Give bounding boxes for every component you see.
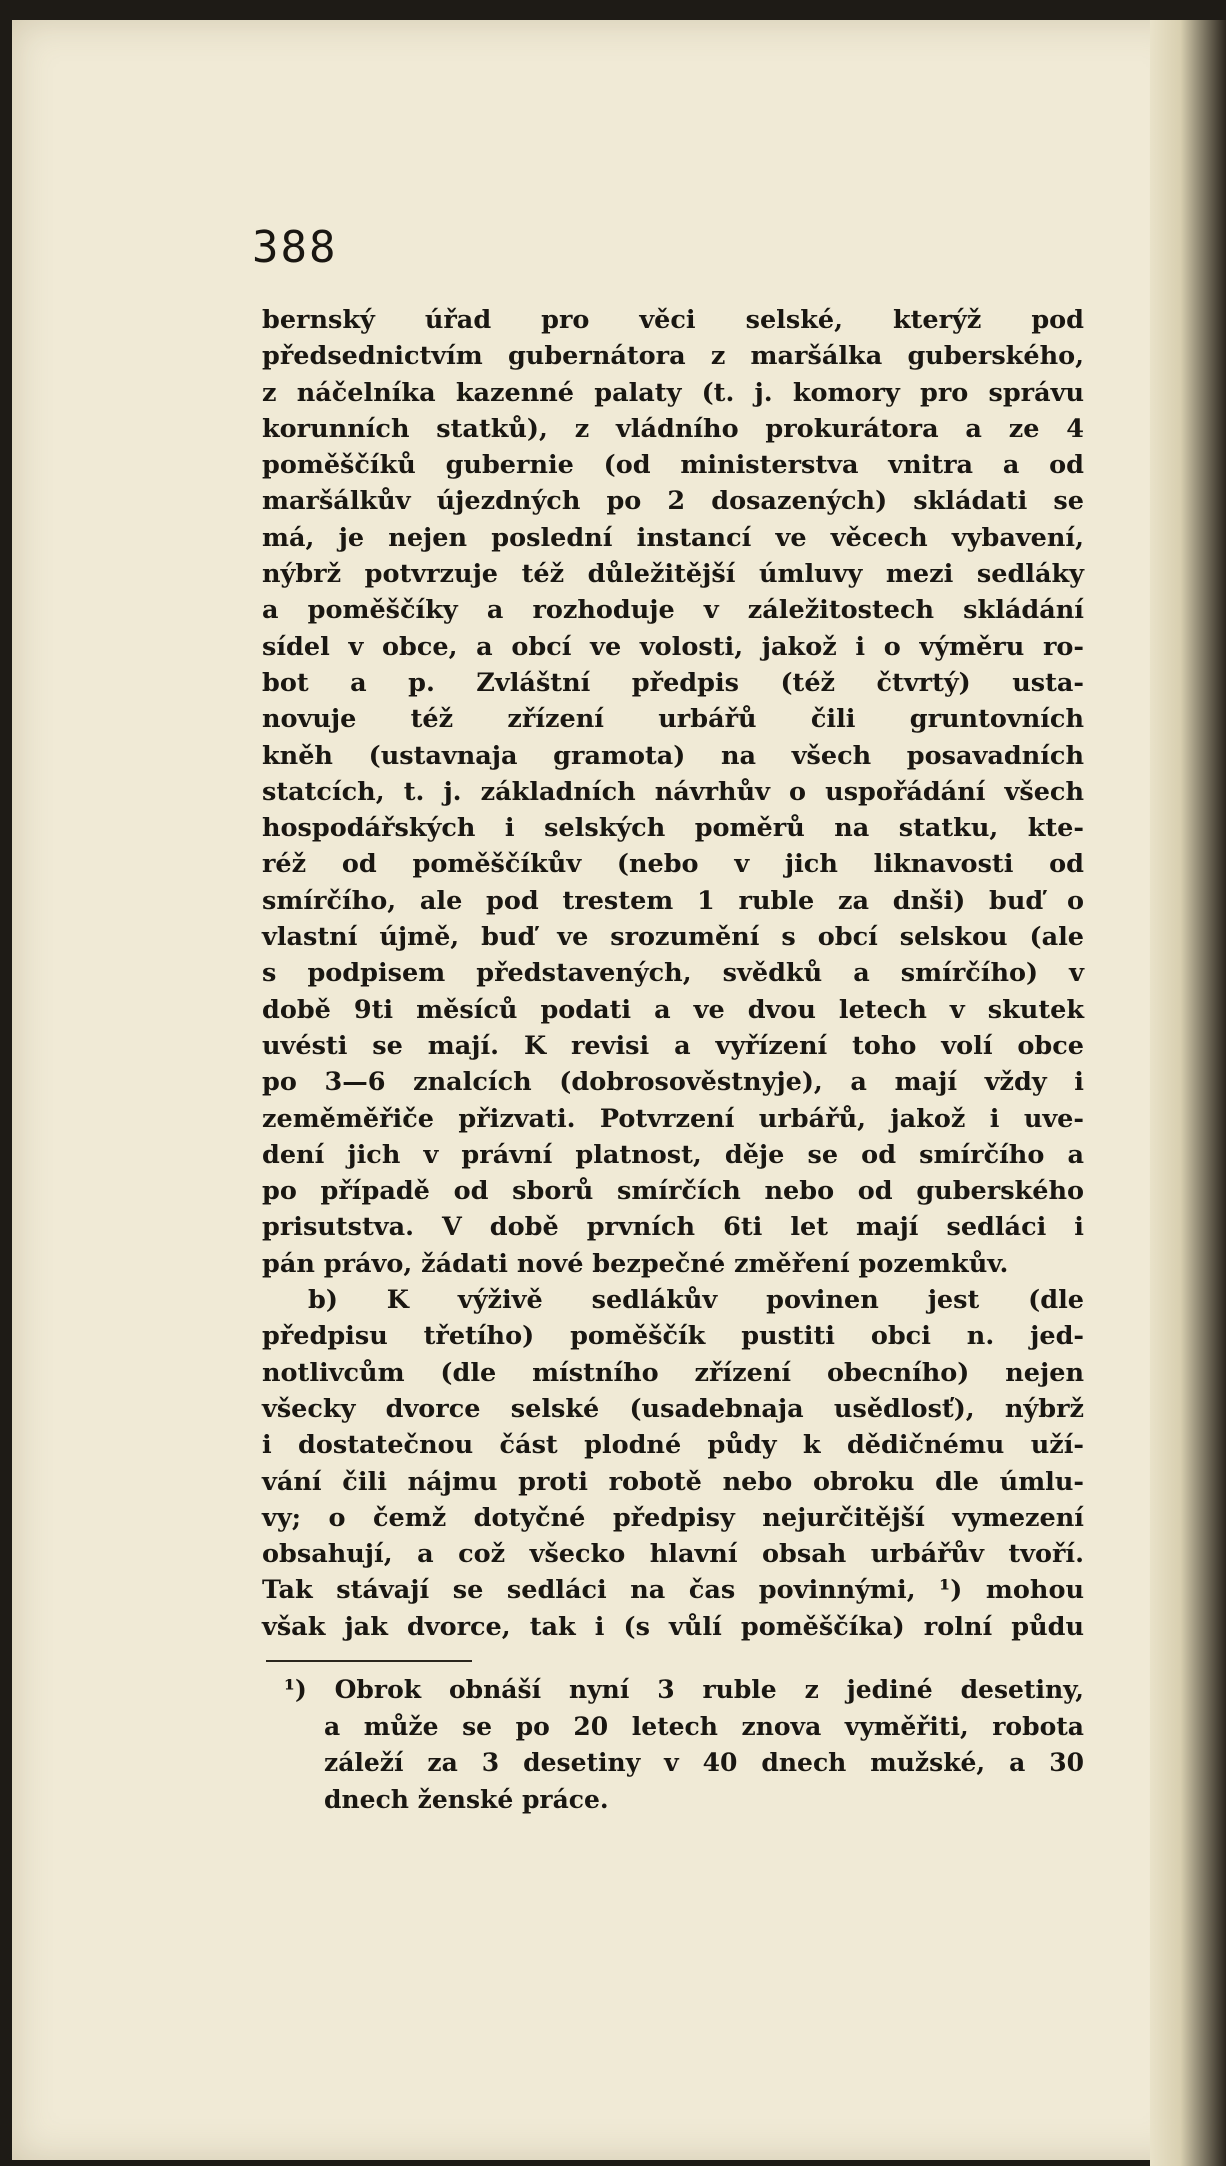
text-line: uvésti se mají. K revisi a vyřízení toho volí obce: [262, 1030, 1084, 1061]
footnote-line: dnech ženské práce.: [324, 1784, 609, 1814]
text-line: i dostatečnou část plodné půdy k dědičnému uží-: [262, 1430, 1084, 1461]
text-line: všecky dvorce selské (usadebnaja usědlosť), nýbrž: [262, 1393, 1084, 1424]
page-number: 388: [252, 222, 338, 273]
footnote: [284, 1672, 1084, 1818]
text-line: réž od poměščíkův (nebo v jich liknavosti od: [262, 849, 1084, 880]
text-line: bot a p. Zvláštní předpis (též čtvrtý) usta-: [262, 667, 1084, 698]
footnote-rule: [266, 1660, 472, 1662]
text-line: Tak stávají se sedláci na čas povinnými, ¹) mohou: [262, 1575, 1084, 1606]
page-edge: [1150, 20, 1226, 2166]
text-line: prisutstva. V době prvních 6ti let mají sedláci i: [262, 1212, 1084, 1243]
text-line: po případě od sborů smírčích nebo od guberského: [262, 1176, 1084, 1207]
text-line: době 9ti měsíců podati a ve dvou letech v skutek: [262, 994, 1084, 1025]
text-line: novuje též zřízení urbářů čili gruntovních: [262, 704, 1084, 735]
text-line: kněh (ustavnaja gramota) na všech posavadních: [262, 740, 1084, 771]
text-line: poměščíků gubernie (od ministerstva vnitra a od: [262, 450, 1084, 481]
text-line: má, je nejen poslední instancí ve věcech vybavení,: [262, 522, 1084, 553]
text-line: předpisu třetího) poměščík pustiti obci n. jed-: [262, 1321, 1084, 1352]
text-line: korunních statků), z vládního prokurátora a ze 4: [262, 413, 1084, 444]
text-line: maršálkův újezdných po 2 dosazených) skládati se: [262, 486, 1084, 517]
text-line: dení jich v právní platnost, děje se od smírčího a: [262, 1139, 1084, 1170]
text-line: však jak dvorce, tak i (s vůlí poměščíka) rolní půdu: [262, 1611, 1084, 1642]
text-line: obsahují, a což všecko hlavní obsah urbářův tvoří.: [262, 1539, 1084, 1570]
text-line: notlivcům (dle místního zřízení obecního) nejen: [262, 1357, 1084, 1388]
text-line: bernský úřad pro věci selské, kterýž pod: [262, 305, 1084, 335]
text-line: a poměščíky a rozhoduje v záležitostech skládání: [262, 595, 1084, 626]
text-line: pán právo, žádati nové bezpečné změření pozemkův.: [262, 1248, 1009, 1279]
text-line: zeměměřiče přizvati. Potvrzení urbářů, jakož i uve-: [262, 1103, 1084, 1134]
text-line: smírčího, ale pod trestem 1 ruble za dnši) buď o: [262, 885, 1084, 916]
text-line: nýbrž potvrzuje též důležitější úmluvy mezi sedláky: [262, 559, 1084, 590]
text-line: po 3—6 znalcích (dobrosověstnyje), a mají vždy i: [262, 1067, 1084, 1098]
text-line: s podpisem představených, svědků a smírčího) v: [262, 958, 1084, 989]
text-line: předsednictvím gubernátora z maršálka guberského,: [262, 341, 1084, 372]
footnote-line: záleží za 3 desetiny v 40 dnech mužské, a 30: [324, 1748, 1084, 1777]
text-line: z náčelníka kazenné palaty (t. j. komory pro správu: [262, 377, 1084, 408]
text-line: b) K výživě sedlákův povinen jest (dle: [308, 1285, 1084, 1316]
footnote-line: a může se po 20 letech znova vyměřiti, robota: [324, 1711, 1084, 1741]
text-line: hospodářských i selských poměrů na statku, kte-: [262, 813, 1084, 844]
footnote-line: ¹) Obrok obnáší nyní 3 ruble z jediné desetiny,: [284, 1675, 1084, 1704]
text-line: vy; o čemž dotyčné předpisy nejurčitější vymezení: [262, 1502, 1084, 1533]
text-line: vlastní újmě, buď ve srozumění s obcí selskou (ale: [262, 922, 1084, 953]
text-line: vání čili nájmu proti robotě nebo obroku dle úmlu-: [262, 1466, 1084, 1497]
text-line: sídel v obce, a obcí ve volosti, jakož i o výměru ro-: [262, 631, 1084, 662]
text-line: statcích, t. j. základních návrhův o uspořádání všech: [262, 776, 1084, 807]
main-text: [262, 302, 1084, 1645]
